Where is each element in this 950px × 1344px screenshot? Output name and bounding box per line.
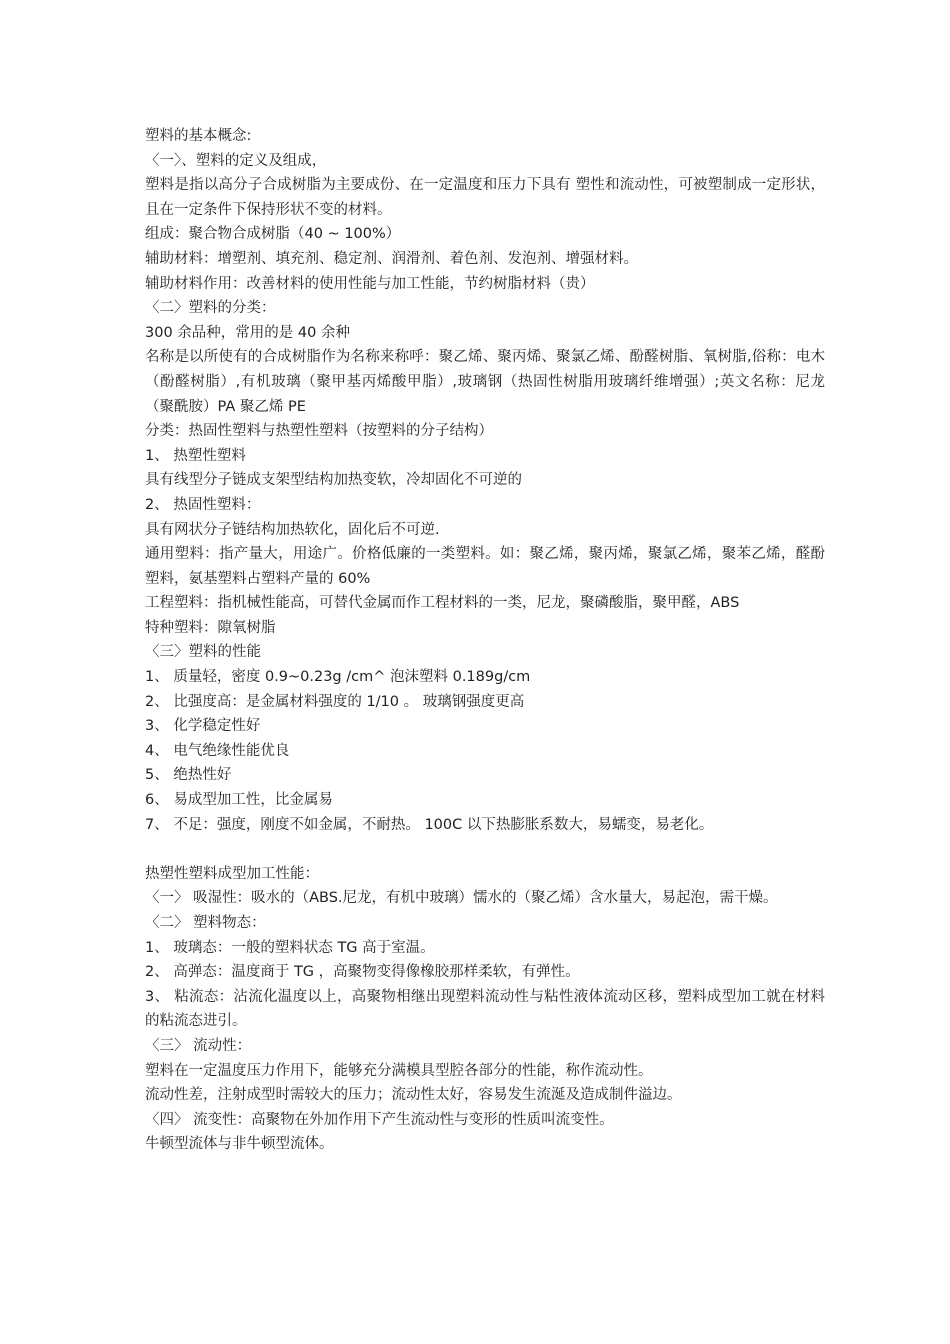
list-item: 2、 高弹态：温度商于 TG ，高聚物变得像橡胶那样柔软，有弹性。 [145, 964, 580, 981]
list-item: 2、 热固性塑料： [145, 496, 261, 513]
section-title: 塑料的基本概念: [145, 128, 252, 144]
list-item: 1、 热塑性塑料 [145, 447, 246, 464]
paragraph: 流动性差，注射成型时需较大的压力；流动性太好，容易发生流涎及造成制件溢边。 [145, 1087, 682, 1104]
paragraph: 通用塑料：指产量大，用途广。价格低廉的一类塑料。如：聚乙烯，聚丙烯，聚氯乙烯，聚苯乙烯，醛酚塑料，氨基塑料占塑料产量的 60% [145, 546, 825, 587]
paragraph: 300 余品种，常用的是 40 余种 [145, 324, 350, 341]
paragraph: 组成：聚合物合成树脂（40 ~ 100%） [145, 226, 401, 243]
subheading: 〈二〉 塑料物态： [145, 915, 266, 931]
paragraph: 分类：热固性塑料与热塑性塑料（按塑料的分子结构） [145, 423, 493, 440]
subheading: 〈三〉 流动性： [145, 1037, 252, 1054]
paragraph: 辅助材料：增塑剂、填充剂、稳定剂、润滑剂、着色剂、发泡剂、增强材料。 [145, 250, 638, 267]
paragraph: 〈四〉 流变性：高聚物在外加作用下产生流动性与变形的性质叫流变性。 [145, 1111, 614, 1128]
subheading: 〈三〉塑料的性能 [145, 644, 261, 661]
list-item: 1、 玻璃态：一般的塑料状态 TG 高于室温。 [145, 939, 435, 956]
paragraph: 塑料在一定温度压力作用下，能够充分满模具型腔各部分的性能，称作流动性。 [145, 1062, 653, 1079]
subheading: 〈二〉塑料的分类： [145, 300, 276, 317]
list-item: 7、 不足：强度，刚度不如金属，不耐热。 100C 以下热膨胀系数大，易蠕变，易老化。 [145, 816, 714, 833]
paragraph: 塑料是指以高分子合成树脂为主要成份、在一定温度和压力下具有 塑性和流动性，可被塑制成一定形状，且在一定条件下保持形状不变的材料。 [145, 177, 825, 218]
list-item: 5、 绝热性好 [145, 767, 232, 784]
subheading: 〈一〉、塑料的定义及组成， [145, 152, 327, 169]
blank-line [145, 837, 825, 862]
paragraph: 辅助材料作用：改善材料的使用性能与加工性能，节约树脂材料（贵） [145, 275, 595, 292]
list-item: 3、 粘流态：沾流化温度以上，高聚物相继出现塑料流动性与粘性液体流动区移，塑料成型加工就在材料的粘流态进引。 [145, 988, 825, 1030]
paragraph: 工程塑料：指机械性能高，可替代金属而作工程材料的一类，尼龙，聚磷酸脂，聚甲醛，ABS [145, 595, 740, 612]
paragraph: 牛顿型流体与非牛顿型流体。 [145, 1136, 334, 1153]
paragraph: 具有网状分子链结构加热软化，固化后不可逆. [145, 521, 440, 538]
list-item: 3、 化学稳定性好 [145, 718, 261, 735]
document-body [145, 124, 825, 1157]
list-item: 1、 质量轻，密度 0.9~0.23g /cm^ 泡沫塑料 0.189g/cm [145, 669, 531, 686]
list-item: 2、 比强度高：是金属材料强度的 1/10 。 玻璃钢强度更高 [145, 693, 525, 710]
list-item: 4、 电气绝缘性能优良 [145, 742, 290, 759]
paragraph: 〈一〉 吸湿性：吸水的（ABS.尼龙，有机中玻璃）懦水的（聚乙烯）含水量大，易起泡，需干燥。 [145, 890, 778, 907]
paragraph: 名称是以所使有的合成树脂作为名称来称呼：聚乙烯、聚丙烯、聚氯乙烯、酚醛树脂、氧树脂,俗称：电木（酚醛树脂）,有机玻璃（聚甲基丙烯酸甲脂）,玻璃钢（热固性树脂用玻璃纤维增强）;英文名称：尼龙（聚酰胺）PA 聚乙烯 PE [145, 349, 825, 415]
paragraph: 具有线型分子链成支架型结构加热变软，冷却固化不可逆的 [145, 472, 522, 489]
list-item: 6、 易成型加工性，比金属易 [145, 792, 333, 809]
section-title: 热塑性塑料成型加工性能： [145, 865, 319, 882]
paragraph: 特种塑料：隙氧树脂 [145, 619, 276, 636]
